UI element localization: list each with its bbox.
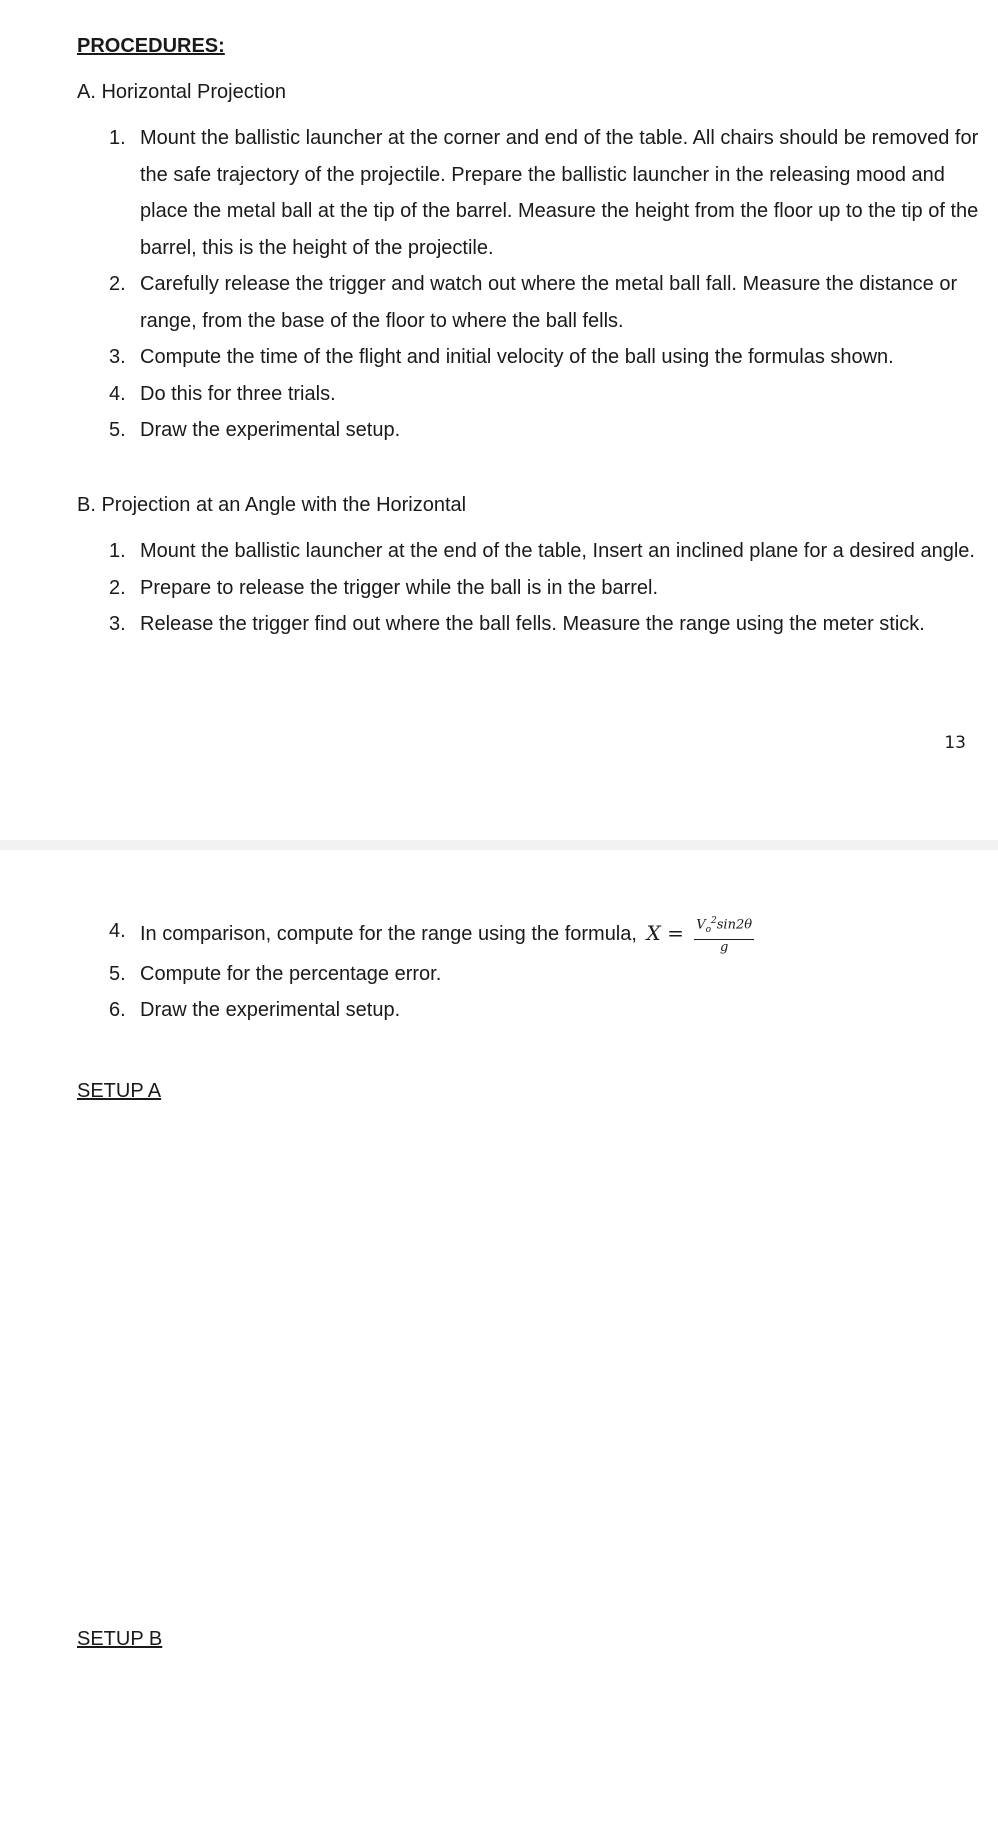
section-b-step-4: 4. In comparison, compute for the range using the formula, X = $\frac{V_o^2\sin 2\theta}{g}$ [109, 913, 989, 956]
formula-denominator: g [719, 939, 729, 955]
section-a-steps [109, 120, 989, 449]
section-b-step-6: 6. Draw the experimental setup. [109, 999, 401, 1022]
setup-a-label: SETUP A [77, 1080, 162, 1102]
section-a-step-2: 2. Carefully release the trigger and watch out where the metal ball fall. Measure the distance or range, from the base of the floor to where the ball fells. [109, 273, 958, 332]
section-a-step-5: 5. Draw the experimental setup. [109, 419, 401, 441]
section-b-title: B. Projection at an Angle with the Horizontal [77, 494, 467, 516]
section-b-steps [109, 533, 989, 643]
section-b-step-2: 2. Prepare to release the trigger while the ball is in the barrel. [109, 576, 659, 599]
page-1 [0, 0, 998, 840]
page-2 [0, 850, 998, 1845]
formula-fraction [694, 913, 754, 956]
section-a-step-1: 1. Mount the ballistic launcher at the corner and end of the table. All chairs should be removed for the safe trajectory of the projectile. Prepare the ballistic launcher in the releasing mood and place the metal ball at the tip of the barrel. Measure the height from the floor up to the tip of the barrel, this is the height of the projectile. [109, 127, 979, 259]
section-a-title: A. Horizontal Projection [77, 81, 286, 103]
section-b-step-3: 3. Release the trigger find out where the ball fells. Measure the range using the meter stick. [109, 613, 925, 635]
range-formula: X = $\frac{V_o^2\sin 2\theta}{g}$ [647, 913, 755, 956]
section-b-step-5: 5. Compute for the percentage error. [109, 962, 442, 985]
page-number: 13 [944, 733, 966, 753]
setup-b-label: SETUP B [77, 1628, 163, 1650]
section-b-step-1: 1. Mount the ballistic launcher at the end of the table, Insert an inclined plane for a desired angle. [109, 540, 975, 562]
section-a-step-3: 3. Compute the time of the flight and initial velocity of the ball using the formulas shown. [109, 346, 894, 368]
section-a-step-4: 4. Do this for three trials. [109, 382, 336, 405]
section-b-steps-continued [109, 913, 989, 1029]
procedures-heading: PROCEDURES: [77, 35, 225, 57]
formula-numerator: $V_o^2\sin 2\theta$ [694, 913, 754, 940]
